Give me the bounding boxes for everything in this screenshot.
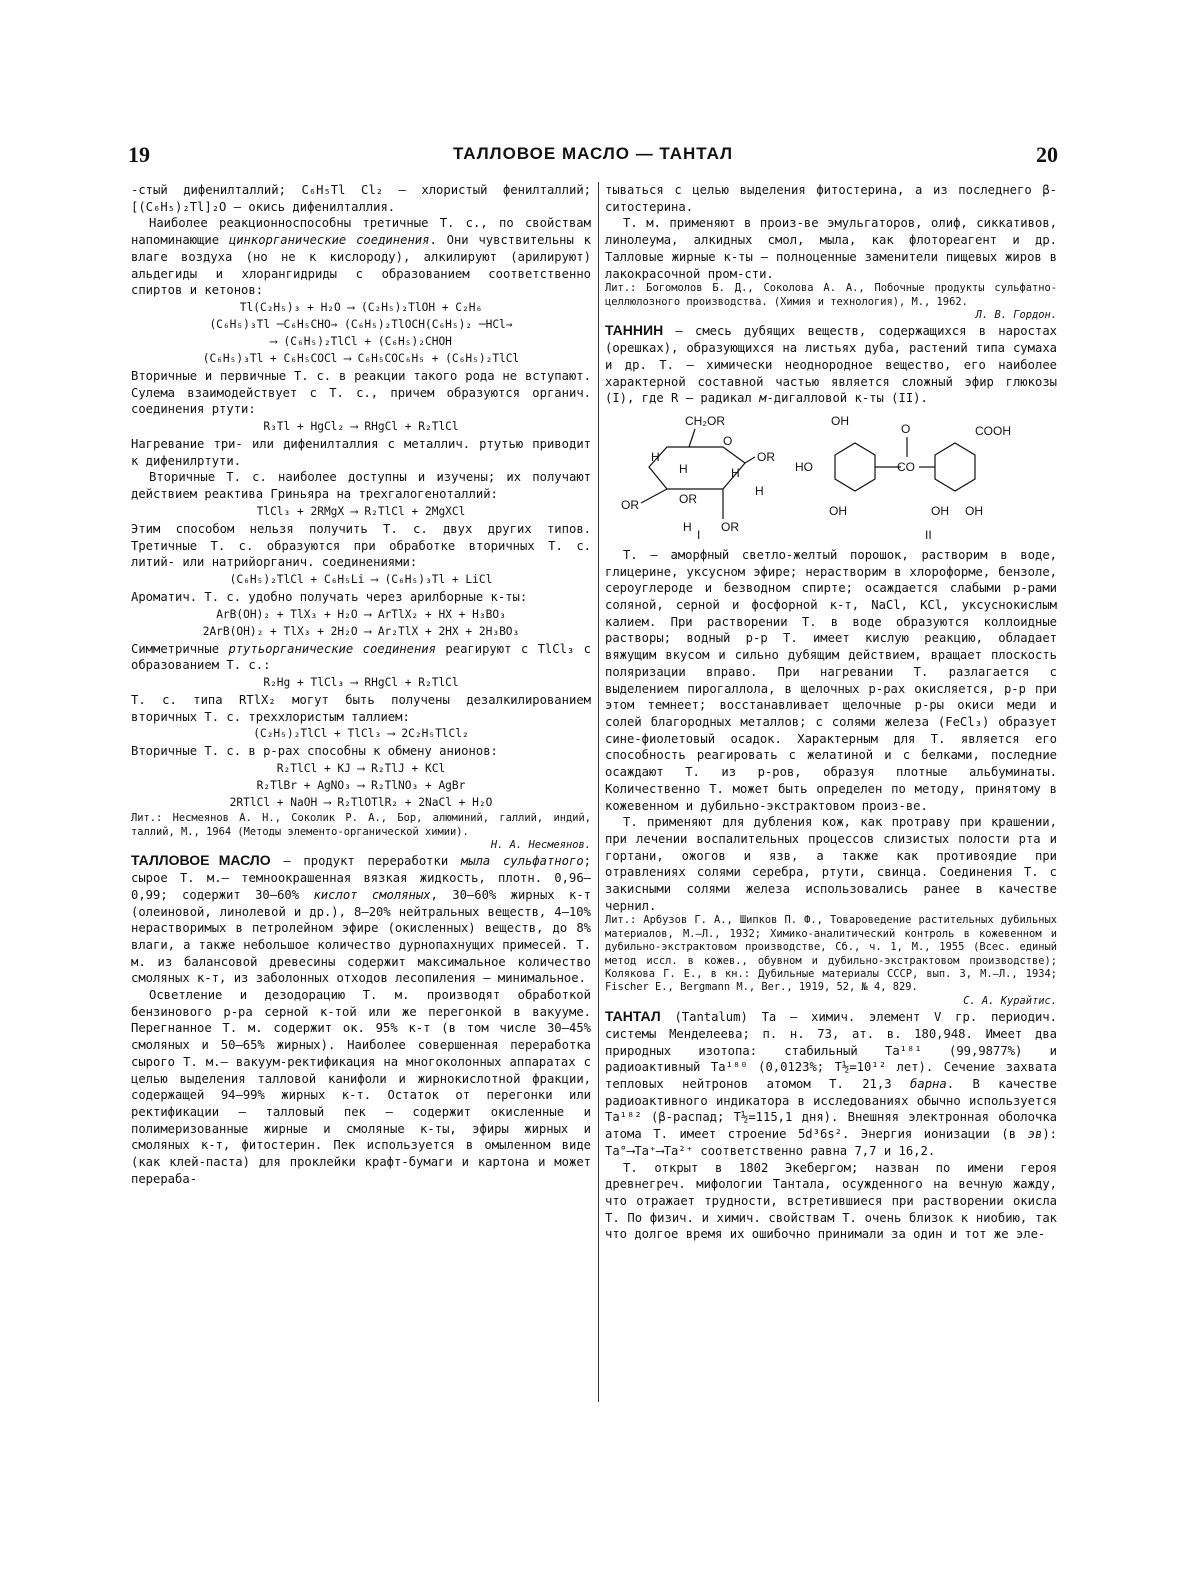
equation: R₂Hg + TlCl₃ ⟶ RHgCl + R₂TlCl xyxy=(263,676,459,690)
text-run: , 30—60% жирных к-т (олеиновой, линолевой и др.), 8—20% нейтральных веществ, 4—10% нерастворимых в петролейном эфире (окисленных) веществ, до 8% влаги, а также небольшое количество дурнопахнущих примесей. Т. м. из балансовой древесины содержит максимальное количество смоляных к-т, из заболонных отходов лесопиления — минимальное. xyxy=(131,887,591,986)
group-ho: HO xyxy=(795,459,813,474)
paragraph: Вторичные Т. с. наиболее доступны и изучены; их получают действием реактива Гриньяра на трехгалогеноталлий: xyxy=(131,470,591,502)
left-column xyxy=(131,182,591,1187)
atom-or: OR xyxy=(721,519,739,534)
structure-glucose-ester xyxy=(621,414,775,541)
atom-or: OR xyxy=(621,497,639,512)
text-run: . Они чувствительны к влаге воздуха (но не к кислороду), алкилируют (арилируют) альдегиды и хлорангидриды с образованием соответственно спиртов и кетонов: xyxy=(131,233,591,298)
formula-label: CH₂OR xyxy=(685,413,725,428)
group-oh: OH xyxy=(965,503,983,518)
paragraph: Т. открыт в 1802 Экебергом; назван по имени героя древнегреч. мифологии Тантала, осужденного на вечную жажду, что отражает трудности, встретившиеся при растворении окисла Т. По физич. и химич. свойствам Т. очень близок к ниобию, так что долгое время их ошибочно принимали за один и тот же эле- xyxy=(605,1160,1057,1242)
atom-h: H xyxy=(679,461,688,476)
italic-term: м xyxy=(759,391,767,406)
text-run: — продукт переработки xyxy=(270,854,461,869)
italic-term: кислот смоляных xyxy=(313,887,431,902)
article-paragraph xyxy=(605,1008,1057,1159)
group-co: CO xyxy=(897,459,915,474)
article-paragraph xyxy=(131,852,591,987)
group-cooh: COOH xyxy=(975,423,1011,438)
equation: ArB(OH)₂ + TlX₃ + H₂O ⟶ ArTlX₂ + HX + H₃BO₃ xyxy=(216,607,506,621)
group-oh: OH xyxy=(831,413,849,428)
paragraph: Т. с. типа RTlX₂ могут быть получены дезалкилированием вторичных Т. с. треххлористым таллием: xyxy=(131,693,591,724)
italic-term: мыла сульфатного xyxy=(460,854,584,869)
paragraph xyxy=(131,641,591,674)
paragraph: Ароматич. Т. с. удобно получать через арилборные к-ты: xyxy=(131,589,528,604)
equation: R₂TlBr + AgNO₃ ⟶ R₂TlNO₃ + AgBr xyxy=(256,779,466,793)
italic-term: эв xyxy=(1027,1127,1043,1142)
benzene-ring xyxy=(935,443,975,491)
benzene-ring xyxy=(835,443,875,491)
text-run: Симметричные xyxy=(131,641,220,656)
paragraph: Т. — аморфный светло-желтый порошок, растворим в воде, глицерине, уксусном эфире; нерастворим в хлороформе, бензоле, сероуглероде и безводном спирте; осаждается слабыми р-рами соляной, серной и фосфорной к-т, NaCl, KCl, уксуснокислым калием. При растворении Т. в воде образуются коллоидные растворы; водный р-р Т. имеет кислую реакцию, обладает вяжущим вкусом и сильно дубящим действием, вращает плоскость поляризации вправо. При нагревании Т. разлагается с выделением пирогаллола, в щелочных р-рах окисляется, р-р при этом темнеет; восстанавливает щелочные р-ры окиси меди и солей благородных металлов; с солями железа (FeCl₃) образует сине-фиолетовый осадок. Характерным для Т. является его способность реагировать с желатиной и с белками, последние осаждают Т. из р-ров, образуя плотные альбуминаты. Количественно Т. может быть определен по методу, принятому в кожевенном и дубильно-экстрактовом произ-ве. xyxy=(605,547,1057,813)
literature-reference xyxy=(605,914,1057,1008)
text-run: Наиболее реакционноспособны третичные Т. с., по свойствам напоминающие xyxy=(131,216,591,248)
text-run: -дигалловой к-ты (II). xyxy=(766,391,928,406)
paragraph: Вторичные и первичные Т. с. в реакции такого рода не вступают. Сулема взаимодействует с Т. с., причем образуются органич. соединения ртути: xyxy=(131,368,591,417)
page-header xyxy=(128,140,1058,180)
atom-h: H xyxy=(651,449,660,464)
text-run: ; сырое Т. м.— темноокрашенная вязкая жидкость, плотн. 0,96—0,99; содержит 30—60% xyxy=(131,854,592,902)
atom-o: O xyxy=(901,421,911,436)
text-run: . В качестве радиоактивного индикатора в исследованиях обычно используется Ta¹⁸² (β-распад; T½=115,1 дня). Внешняя электронная оболочка атома Т. имеет строение 5d³6s². Энергия ионизации (в xyxy=(605,1077,1057,1142)
atom-h: H xyxy=(731,465,740,480)
author-signature: Н. А. Несмеянов. xyxy=(490,838,591,851)
paragraph: Нагревание три- или дифенилталлия с металлич. ртутью приводит к дифенилртути. xyxy=(131,437,591,468)
literature-reference xyxy=(131,812,591,852)
atom-or: OR xyxy=(679,491,697,506)
equation: ⟶ (C₆H₅)₂TlCl + (C₆H₅)₂CHOH xyxy=(270,334,452,348)
equation: (C₆H₅)₃Tl + C₆H₅COCl ⟶ C₆H₅COC₆H₅ + (C₆H₅)₂TlCl xyxy=(202,351,520,365)
atom-h: H xyxy=(755,483,764,498)
equation: R₂TlCl + KJ ⟶ R₂TlJ + KCl xyxy=(276,762,446,776)
text-run: ): Ta°⟶Ta⁺⟶Ta²⁺ соответственно равна 7,7 и 16,2. xyxy=(605,1127,1057,1158)
equation: (C₆H₅)₃Tl ─C₆H₅CHO→ (C₆H₅)₂TlOCH(C₆H₅)₂ ─HCl→ xyxy=(209,317,513,331)
equation: 2ArB(OH)₂ + TlX₃ + 2H₂O ⟶ Ar₂TlX + 2HX + 2H₃BO₃ xyxy=(202,624,520,638)
italic-term: ртутьорганические соединения xyxy=(228,641,436,656)
article-title: ТАЛЛОВОЕ МАСЛО xyxy=(131,852,271,869)
atom-or: OR xyxy=(757,449,775,464)
equation: R₃Tl + HgCl₂ ⟶ RHgCl + R₂TlCl xyxy=(263,420,459,434)
text-run: реагируют с TlCl₃ с образованием Т. с.: xyxy=(131,641,591,673)
paragraph: Вторичные Т. с. в р-рах способны к обмену анионов: xyxy=(131,744,498,759)
paragraph: Т. применяют для дубления кож, как протраву при крашении, при лечении воспалительных процессов слизистых полости рта и гортани, ожогов и язв, а также как противоядие при отравлениях солями серебра, ртути, свинца. Соединения Т. с закисными солями железа использовались ранее в качестве чернил. xyxy=(605,815,1057,913)
author-signature: С. А. Курайтис. xyxy=(963,994,1057,1007)
equation: Tl(C₂H₅)₃ + H₂O ⟶ (C₂H₅)₂TlOH + C₂H₆ xyxy=(239,300,483,314)
tannin-structural-formulas xyxy=(605,411,1057,541)
paragraph: тываться с целью выделения фитостерина, а из последнего β-ситостерина. xyxy=(605,183,1057,214)
reference-text: Лит.: Арбузов Г. А., Шипков П. Ф., Товароведение растительных дубильных материалов, М.—Л., 1932; Химико-аналитический контроль в кожевенном и дубильно-экстрактовом производстве, Сб., ч. 1, М., 1955 (Всес. единый метод иссл. в кожев., обувном и дубильно-экстрактовом производстве); Колякова Г. Е., в кн.: Дубильные материалы СССР, вып. 3, М.—Л., 1934; Fischer E., Bergmann M., Ber., 1919, 52, № 4, 829. xyxy=(605,914,1057,994)
ring-oxygen: O xyxy=(723,433,733,448)
equation: (C₆H₅)₂TlCl + C₆H₅Li ⟶ (C₆H₅)₃Tl + LiCl xyxy=(229,572,493,586)
reference-text: Лит.: Несмеянов А. Н., Соколик Р. А., Бор, алюминий, галлий, индий, таллий, М., 1964 (Методы элементо-органической химии). xyxy=(131,812,591,838)
paragraph xyxy=(131,215,591,299)
text-run: — смесь дубящих веществ, содержащихся в наростах (орешках), образующихся на листьях дуба, растений типа сумаха и др. Т. — химически неоднородное вещество, его наиболее характерной составной частью является сложный эфир глюкозы (I), где R — радикал xyxy=(605,324,1057,406)
article-title: ТАННИН xyxy=(605,322,664,339)
equation: TlCl₃ + 2RMgX ⟶ R₂TlCl + 2MgXCl xyxy=(256,504,466,518)
article-title: ТАНТАЛ xyxy=(605,1008,661,1025)
structure-label: II xyxy=(925,527,932,541)
text-run: (Tantalum) Ta — химич. элемент V гр. периодич. системы Менделеева; п. н. 73, ат. в. 180,948. Имеет два природных изотопа: стабильный Ta¹⁸¹ (99,9877%) и радиоактивный Ta¹⁸⁰ (0,0123%; T½=10¹² лет). Сечение захвата тепловых нейтронов атомом Т. 21,3 xyxy=(605,1010,1057,1092)
structure-label: I xyxy=(697,527,701,541)
right-column xyxy=(605,182,1057,1243)
article-paragraph xyxy=(605,322,1057,407)
paragraph: Осветление и дезодорацию Т. м. производят обработкой бензинового р-ра серной к-той или же перегонкой в вакууме. Перегнанное Т. м. содержит ок. 95% к-т (в том числе 30—45% смоляных и 50—65% жирных). Наиболее совершенная переработка сырого Т. м.— вакуум-ректификация на многоколонных аппаратах с целью выделения талловой канифоли и жирнокислотной фракции, содержащей 94—99% жирных к-т. Остаток от перегонки или ректификации — талловый пек — содержит окисленные и полимеризованные жирные и смоляные к-ты, эфиры жирных и смоляных к-т, фитостерин. Пек используется в омыленном виде (как клей-паста) для проклейки крафт-бумаги и картона и может перераба- xyxy=(131,988,591,1186)
paragraph: Этим способом нельзя получить Т. с. двух других типов. Третичные Т. с. образуются при обработке вторичных Т. с. литий- или натрийорганич. соединениями: xyxy=(131,521,591,570)
reference-text: Лит.: Богомолов Б. Д., Соколова А. А., Побочные продукты сульфатно-целлюлозного производства. (Химия и технология), М., 1962. xyxy=(605,282,1057,308)
equation: 2RTlCl + NaOH ⟶ R₂TlOTlR₂ + 2NaCl + H₂O xyxy=(229,796,493,810)
page-number-left: 19 xyxy=(128,142,150,167)
italic-term: барна xyxy=(910,1077,947,1092)
column-divider xyxy=(598,182,599,1402)
author-signature: Л. В. Гордон. xyxy=(975,309,1057,322)
atom-h: H xyxy=(683,519,692,534)
literature-reference xyxy=(605,282,1057,322)
group-oh: OH xyxy=(931,503,949,518)
running-head: ТАЛЛОВОЕ МАСЛО — ТАНТАЛ xyxy=(452,144,734,163)
page-number-right: 20 xyxy=(1036,142,1058,167)
equation: (C₂H₅)₂TlCl + TlCl₃ ⟶ 2C₂H₅TlCl₂ xyxy=(253,727,469,741)
group-oh: OH xyxy=(829,503,847,518)
structure-digallic-acid xyxy=(795,414,1011,541)
paragraph: -стый дифенилталлий; C₆H₅Tl Cl₂ — хлористый фенилталлий; [(C₆H₅)₂Tl]₂O — окись дифенилталлия. xyxy=(131,183,591,214)
italic-term: цинкорганические соединения xyxy=(228,233,430,248)
paragraph: Т. м. применяют в произ-ве эмульгаторов, олиф, сиккативов, линолеума, алкидных смол, мыла, как флотореагент и др. Талловые жирные к-ты — полноценные заменители пищевых жиров в лакокрасочной пром-сти. xyxy=(605,216,1057,281)
